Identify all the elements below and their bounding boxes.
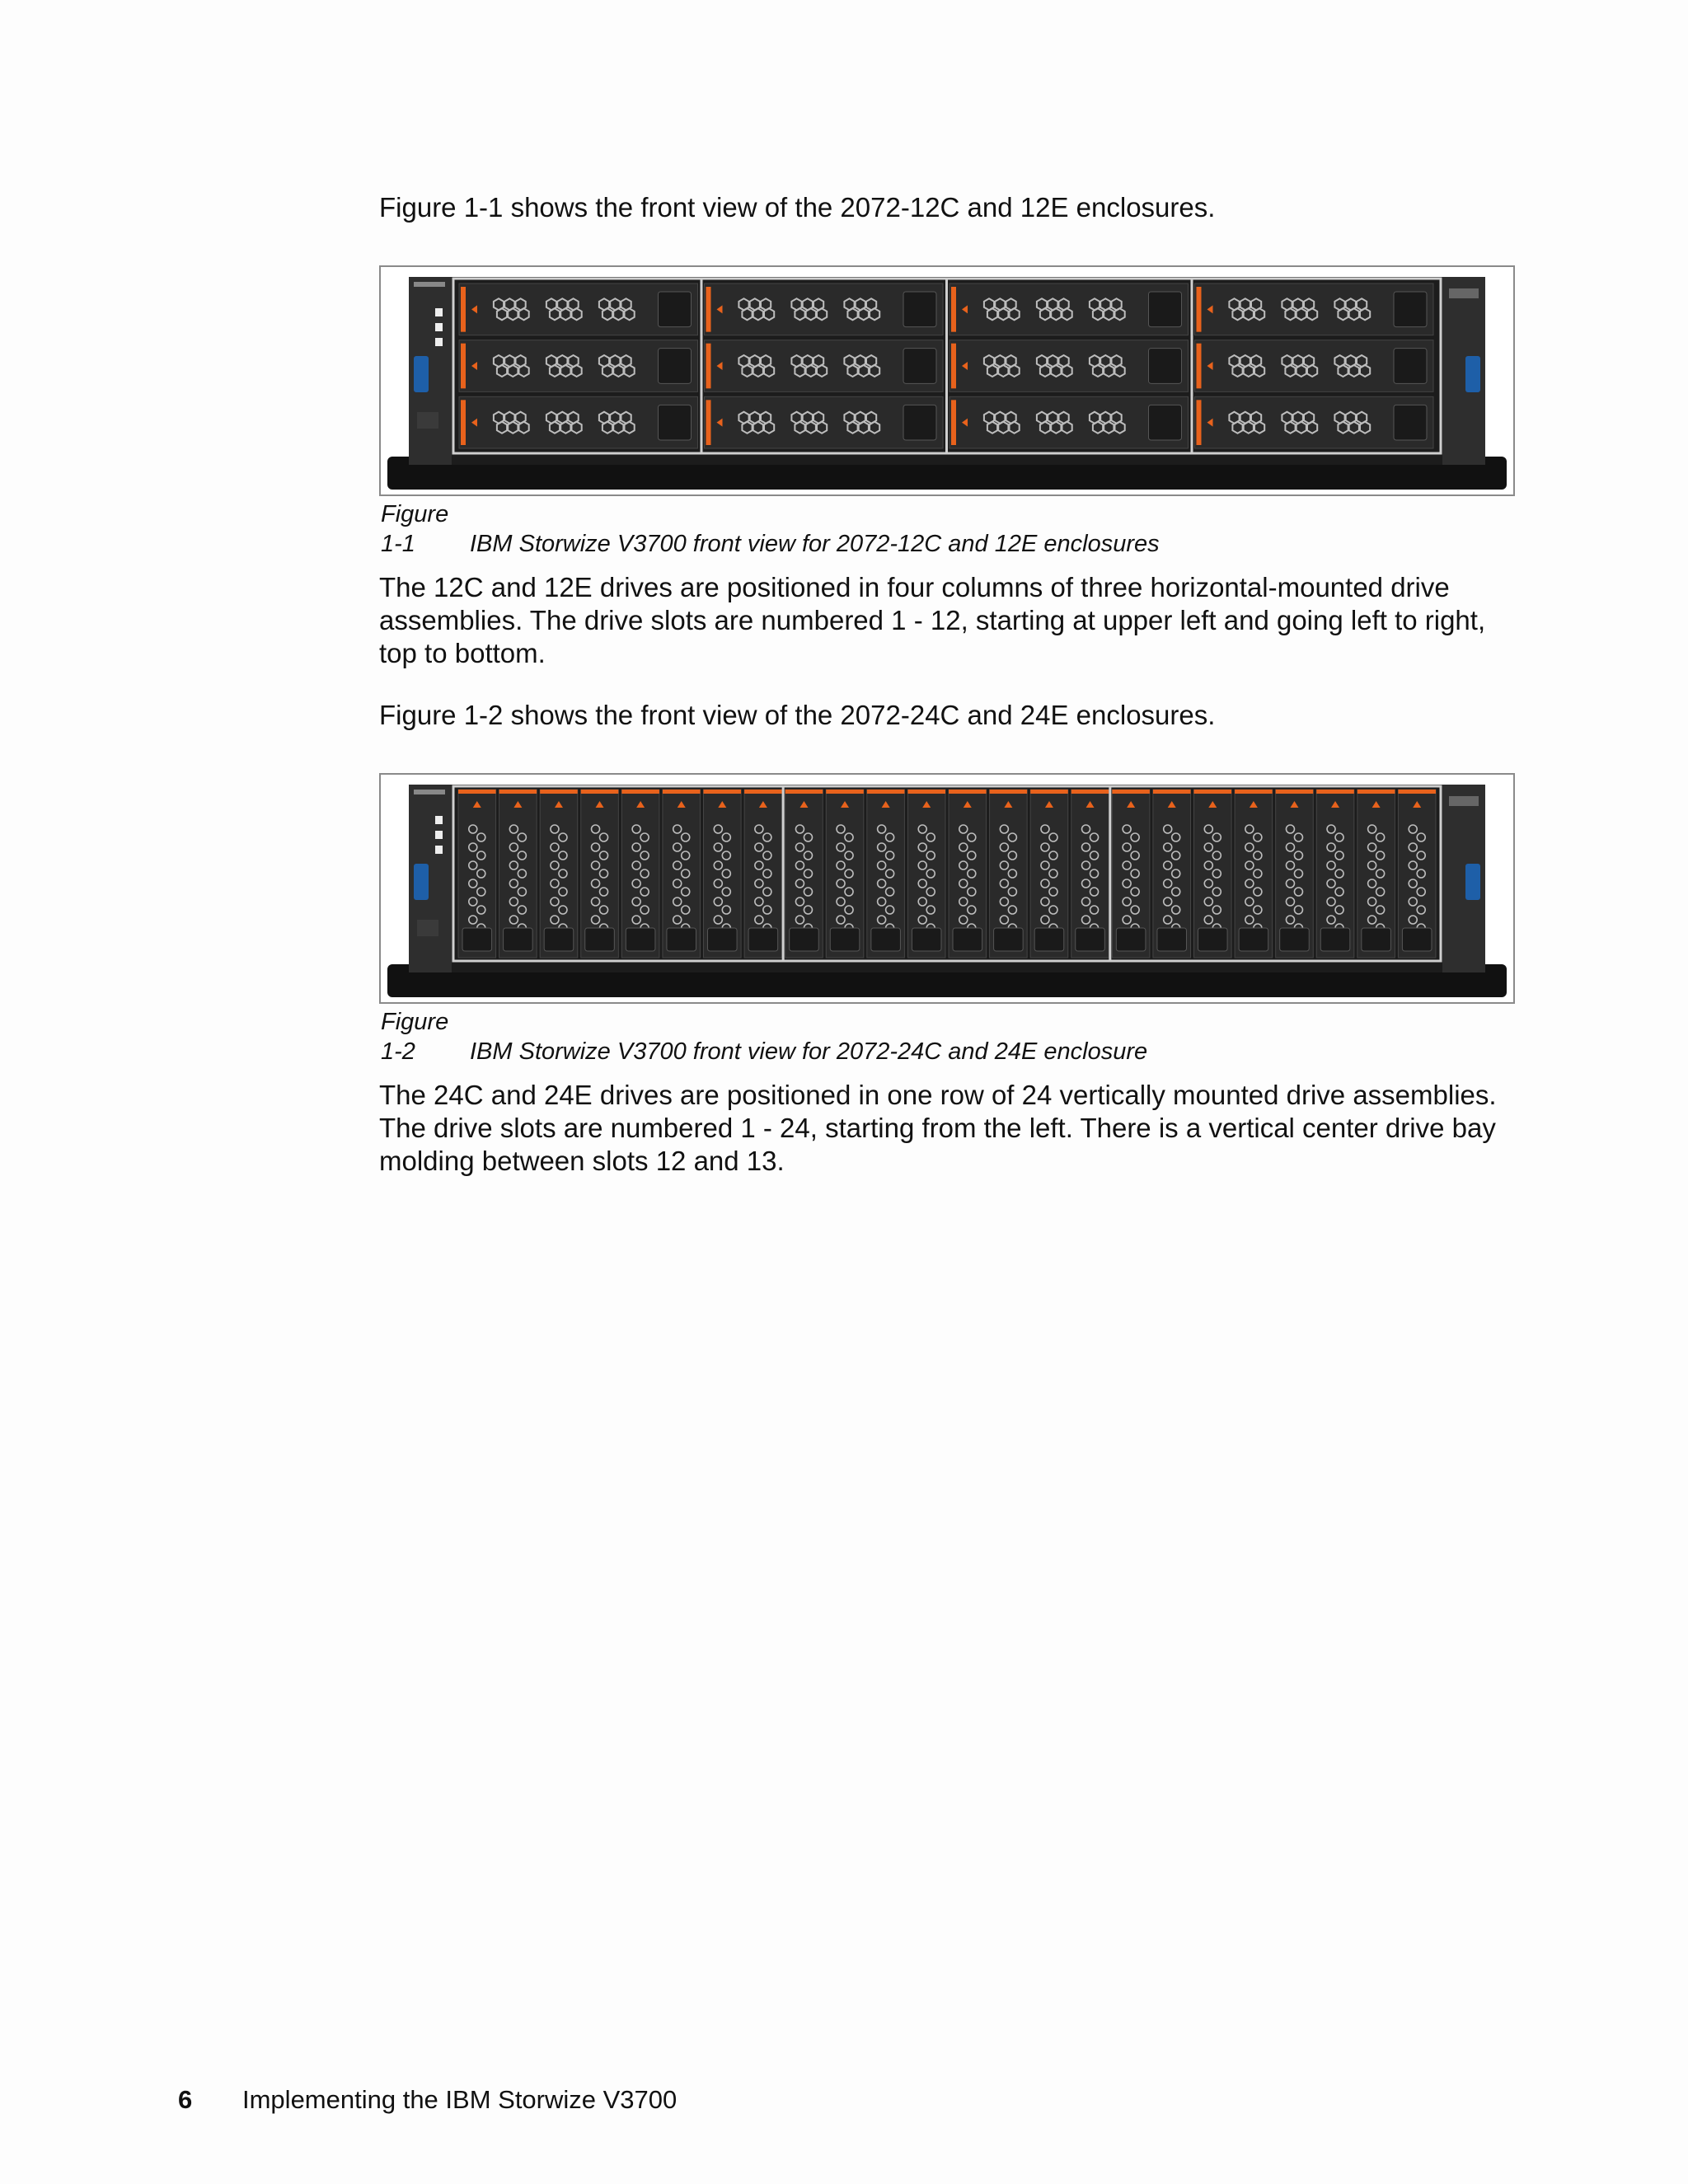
led-indicator-icon bbox=[435, 323, 443, 331]
drive-handle bbox=[1402, 928, 1432, 951]
led-indicator-icon bbox=[435, 831, 443, 839]
figure-1-number: Figure 1-1 bbox=[381, 501, 449, 557]
drive-release-latch-icon bbox=[785, 790, 823, 794]
drive-release-latch-icon bbox=[949, 790, 987, 794]
drive-handle bbox=[1149, 405, 1182, 440]
drive-handle bbox=[1362, 928, 1391, 951]
drive-handle bbox=[1239, 928, 1268, 951]
led-indicator-icon bbox=[435, 846, 443, 854]
ibm-logo-icon bbox=[1449, 288, 1479, 298]
logo-icon bbox=[414, 790, 445, 794]
drive-release-latch-icon bbox=[706, 287, 711, 332]
figure-1-caption bbox=[381, 499, 1160, 559]
bay-molding-divider bbox=[1109, 786, 1111, 961]
drive-handle bbox=[659, 349, 692, 384]
drive-release-latch-icon bbox=[1357, 790, 1395, 794]
drive-release-latch-icon bbox=[461, 400, 466, 445]
drive-release-latch-icon bbox=[1112, 790, 1150, 794]
logo-icon bbox=[414, 282, 445, 287]
drive-handle bbox=[748, 928, 778, 951]
drive-handle bbox=[1320, 928, 1350, 951]
drive-handle bbox=[659, 405, 692, 440]
drive-release-latch-icon bbox=[744, 790, 782, 794]
drive-handle bbox=[504, 928, 533, 951]
figure-2-enclosure-24-drive bbox=[379, 773, 1515, 1004]
drive-handle bbox=[667, 928, 696, 951]
drive-handle bbox=[1280, 928, 1310, 951]
led-indicator-icon bbox=[435, 816, 443, 824]
drive-handle bbox=[544, 928, 574, 951]
drive-release-latch-icon bbox=[621, 790, 659, 794]
drive-release-latch-icon bbox=[461, 344, 466, 389]
drive-release-latch-icon bbox=[826, 790, 864, 794]
intro-paragraph-figure-1: Figure 1-1 shows the front view of the 2072-12C and 12E enclosures. bbox=[379, 192, 1216, 223]
drive-release-latch-icon bbox=[1153, 790, 1191, 794]
label-plate bbox=[417, 412, 438, 429]
drive-handle bbox=[790, 928, 819, 951]
drive-handle bbox=[1198, 928, 1228, 951]
bay-molding-divider bbox=[782, 786, 785, 961]
drive-handle bbox=[953, 928, 982, 951]
drive-release-latch-icon bbox=[907, 790, 945, 794]
drive-release-latch-icon bbox=[706, 344, 711, 389]
drive-release-latch-icon bbox=[951, 400, 956, 445]
led-indicator-icon bbox=[435, 308, 443, 316]
drive-release-latch-icon bbox=[1235, 790, 1273, 794]
figure-2-number: Figure 1-2 bbox=[381, 1009, 449, 1065]
drive-release-latch-icon bbox=[663, 790, 701, 794]
drive-handle bbox=[1157, 928, 1187, 951]
drive-release-latch-icon bbox=[706, 400, 711, 445]
drive-handle bbox=[1394, 349, 1427, 384]
ibm-logo-icon bbox=[1449, 796, 1479, 806]
usb-port-icon bbox=[1465, 864, 1480, 900]
drive-release-latch-icon bbox=[499, 790, 537, 794]
drive-handle bbox=[1149, 292, 1182, 327]
drive-handle bbox=[1116, 928, 1146, 951]
drive-release-latch-icon bbox=[458, 790, 496, 794]
drive-release-latch-icon bbox=[1194, 790, 1232, 794]
page-footer bbox=[178, 2085, 677, 2115]
drive-handle bbox=[912, 928, 941, 951]
enclosure-12-drive-illustration bbox=[381, 267, 1513, 494]
column-divider bbox=[701, 279, 703, 453]
drive-handle bbox=[1394, 292, 1427, 327]
page-number: 6 bbox=[178, 2085, 193, 2114]
usb-port-icon bbox=[414, 356, 429, 392]
drive-release-latch-icon bbox=[581, 790, 619, 794]
drive-release-latch-icon bbox=[951, 344, 956, 389]
drive-release-latch-icon bbox=[990, 790, 1028, 794]
drive-release-latch-icon bbox=[1276, 790, 1314, 794]
drive-handle bbox=[1394, 405, 1427, 440]
column-divider bbox=[1191, 279, 1193, 453]
drive-handle bbox=[708, 928, 738, 951]
drive-handle bbox=[994, 928, 1024, 951]
figure-1-enclosure-12-drive bbox=[379, 265, 1515, 496]
drive-handle bbox=[626, 928, 655, 951]
drive-handle bbox=[830, 928, 860, 951]
label-plate bbox=[417, 920, 438, 936]
drive-release-latch-icon bbox=[867, 790, 905, 794]
drive-release-latch-icon bbox=[1398, 790, 1436, 794]
column-divider bbox=[945, 279, 948, 453]
drive-handle bbox=[462, 928, 492, 951]
drive-release-latch-icon bbox=[1071, 790, 1109, 794]
drive-release-latch-icon bbox=[461, 287, 466, 332]
drive-handle bbox=[903, 292, 936, 327]
drive-release-latch-icon bbox=[1030, 790, 1068, 794]
drive-handle bbox=[903, 405, 936, 440]
led-indicator-icon bbox=[435, 338, 443, 346]
intro-paragraph-figure-2: Figure 1-2 shows the front view of the 2072-24C and 24E enclosures. bbox=[379, 700, 1216, 730]
drive-release-latch-icon bbox=[1197, 287, 1202, 332]
drive-release-latch-icon bbox=[951, 287, 956, 332]
drive-handle bbox=[871, 928, 901, 951]
figure-1-caption-text: IBM Storwize V3700 front view for 2072-12C and 12E enclosures bbox=[470, 531, 1160, 557]
drive-release-latch-icon bbox=[1197, 400, 1202, 445]
drive-handle bbox=[1034, 928, 1064, 951]
drive-handle bbox=[585, 928, 615, 951]
usb-port-icon bbox=[414, 864, 429, 900]
paragraph-24-drive-layout: The 24C and 24E drives are positioned in one row of 24 vertically mounted drive assemblies. The drive slots are numbered 1 - 24, starting from the left. There is a vertical center drive bay molding between slots 12 and 13. bbox=[379, 1080, 1497, 1176]
book-title: Implementing the IBM Storwize V3700 bbox=[242, 2085, 678, 2114]
figure-2-caption bbox=[381, 1007, 1147, 1066]
usb-port-icon bbox=[1465, 356, 1480, 392]
drive-handle bbox=[1076, 928, 1105, 951]
drive-handle bbox=[1149, 349, 1182, 384]
drive-release-latch-icon bbox=[1197, 344, 1202, 389]
paragraph-12-drive-layout: The 12C and 12E drives are positioned in four columns of three horizontal-mounted drive assemblies. The drive slots are numbered 1 - 12, starting at upper left and going left to right, top to bottom. bbox=[379, 572, 1486, 668]
drive-release-latch-icon bbox=[540, 790, 578, 794]
drive-release-latch-icon bbox=[704, 790, 742, 794]
drive-handle bbox=[903, 349, 936, 384]
drive-release-latch-icon bbox=[1316, 790, 1354, 794]
figure-2-caption-text: IBM Storwize V3700 front view for 2072-24C and 24E enclosure bbox=[470, 1038, 1148, 1065]
drive-handle bbox=[659, 292, 692, 327]
enclosure-24-drive-illustration bbox=[381, 775, 1513, 1002]
